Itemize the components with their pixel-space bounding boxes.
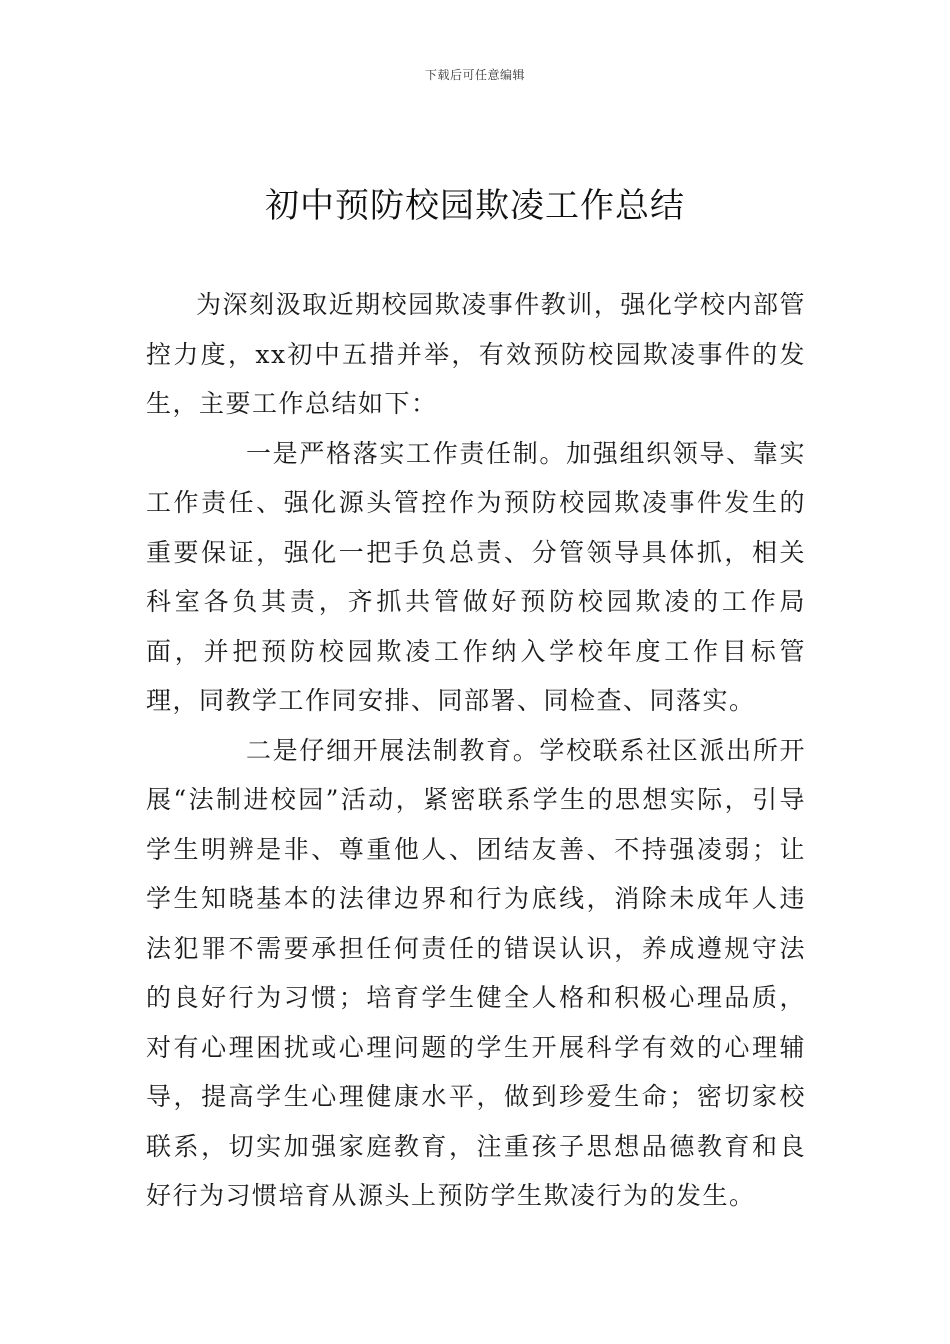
document-body	[146, 280, 806, 1221]
intro-paragraph: 为深刻汲取近期校园欺凌事件教训，强化学校内部管控力度，xx初中五措并举，有效预防校园欺凌事件的发生，主要工作总结如下：	[146, 290, 806, 418]
header-note: 下载后可任意编辑	[424, 68, 525, 82]
paragraph-legal-education: 二是仔细开展法制教育。学校联系社区派出所开展“法制进校园”活动，紧密联系学生的思想实际，引导学生明辨是非、尊重他人、团结友善、不持强凌弱；让学生知晓基本的法律边界和行为底线，消除未成年人违法犯罪不需要承担任何责任的错误认识，养成遵规守法的良好行为习惯；培育学生健全人格和积极心理品质，对有心理困扰或心理问题的学生开展科学有效的心理辅导，提高学生心理健康水平，做到珍爱生命；密切家校联系，切实加强家庭教育，注重孩子思想品德教育和良好行为习惯培育从源头上预防学生欺凌行为的发生。	[146, 735, 806, 1210]
document-title: 初中预防校园欺凌工作总结	[265, 186, 685, 226]
paragraph-responsibility: 一是严格落实工作责任制。加强组织领导、靠实工作责任、强化源头管控作为预防校园欺凌事件发生的重要保证，强化一把手负总责、分管领导具体抓，相关科室各负其责，齐抓共管做好预防校园欺凌的工作局面，并把预防校园欺凌工作纳入学校年度工作目标管理，同教学工作同安排、同部署、同检查、同落实。	[146, 438, 806, 715]
